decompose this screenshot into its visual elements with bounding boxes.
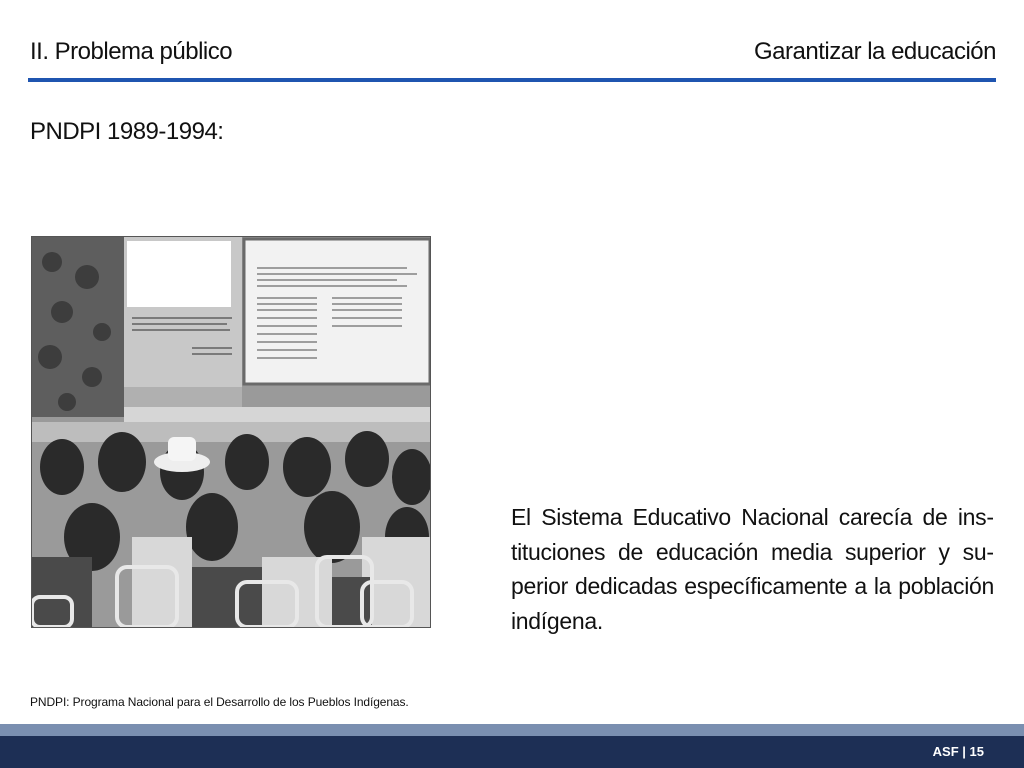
footnote: PNDPI: Programa Nacional para el Desarrollo de los Pueblos Indígenas. [30, 695, 409, 709]
conference-photo-illustration [32, 237, 430, 627]
body-paragraph: El Sistema Educativo Nacional carecía de instituciones de educación media superior y superior dedicadas específicamente a la población indígena. [511, 504, 994, 634]
conference-photo [31, 236, 431, 628]
footer-band-dark [0, 736, 1024, 768]
topic-title: Garantizar la educación [754, 38, 996, 65]
section-title: II. Problema público [30, 38, 233, 65]
footer-band-light [0, 724, 1024, 736]
header-rule [28, 78, 996, 82]
page-subtitle: PNDPI 1989-1994: [30, 118, 224, 145]
page-number-label: ASF | 15 [932, 744, 984, 759]
